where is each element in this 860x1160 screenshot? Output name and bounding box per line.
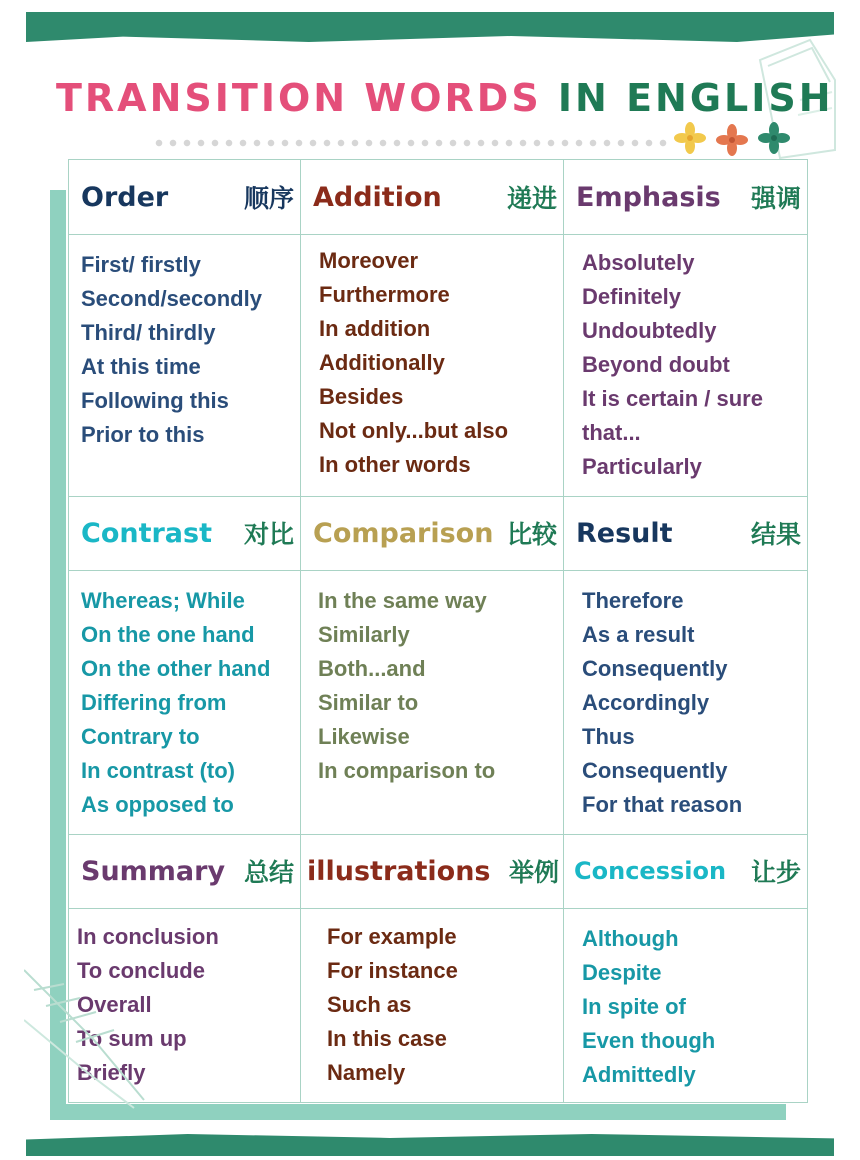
- row-divider: [69, 234, 807, 235]
- list-item: First/ firstly: [81, 252, 201, 277]
- list-item: that...: [582, 420, 641, 445]
- category-name-zh: 总结: [243, 858, 294, 887]
- list-item: Particularly: [582, 454, 702, 479]
- list-item: As opposed to: [81, 792, 234, 817]
- category-header-result: [564, 496, 807, 570]
- list-item: Despite: [582, 960, 662, 985]
- category-list-order: [81, 248, 262, 452]
- list-item: Thus: [582, 724, 635, 749]
- category-header-summary: [69, 834, 300, 908]
- list-item: Overall: [77, 992, 152, 1017]
- list-item: Undoubtedly: [582, 318, 717, 343]
- list-item: Third/ thirdly: [81, 320, 216, 345]
- category-list-emphasis: [582, 246, 763, 484]
- list-item: Definitely: [582, 284, 682, 309]
- list-item: In this case: [327, 1026, 447, 1051]
- list-item: It is certain / sure: [582, 386, 763, 411]
- list-item: Consequently: [582, 656, 728, 681]
- category-name: Order: [81, 181, 169, 213]
- transition-words-table: [68, 159, 808, 1103]
- list-item: Prior to this: [81, 422, 205, 447]
- page-title: [56, 68, 836, 128]
- list-item: In the same way: [318, 588, 487, 613]
- list-item: Such as: [327, 992, 412, 1017]
- list-item: Therefore: [582, 588, 684, 613]
- category-header-addition: [301, 160, 563, 234]
- list-item: Consequently: [582, 758, 728, 783]
- category-name-zh: 对比: [243, 520, 294, 549]
- category-name: Contrast: [81, 517, 213, 549]
- list-item: In contrast (to): [81, 758, 235, 783]
- column-divider: [300, 160, 301, 1102]
- category-header-illustrations: [301, 834, 563, 908]
- list-item: To conclude: [77, 958, 205, 983]
- list-item: Both...and: [318, 656, 426, 681]
- category-list-result: [582, 584, 742, 822]
- category-list-concession: [582, 922, 715, 1092]
- category-name: Emphasis: [576, 181, 721, 213]
- list-item: As a result: [582, 622, 695, 647]
- list-item: On the one hand: [81, 622, 255, 647]
- list-item: For instance: [327, 958, 458, 983]
- list-item: Second/secondly: [81, 286, 262, 311]
- category-list-illustrations: [327, 920, 458, 1090]
- flowers-icon: [672, 120, 802, 160]
- list-item: Accordingly: [582, 690, 710, 715]
- category-name: Concession: [574, 857, 727, 885]
- list-item: In addition: [319, 316, 431, 341]
- title-part-green: IN ENGLISH: [557, 76, 834, 120]
- bottom-accent-bar: [50, 1104, 786, 1120]
- category-header-contrast: [69, 496, 300, 570]
- dotted-divider: [152, 138, 672, 148]
- category-header-comparison: [301, 496, 563, 570]
- category-name-zh: 举例: [508, 858, 559, 887]
- category-header-concession: [564, 834, 807, 908]
- title-part-pink: TRANSITION WORDS: [56, 76, 542, 120]
- list-item: Absolutely: [582, 250, 695, 275]
- list-item: Similarly: [318, 622, 410, 647]
- list-item: On the other hand: [81, 656, 271, 681]
- list-item: For that reason: [582, 792, 743, 817]
- list-item: Whereas; While: [81, 588, 245, 613]
- column-divider: [563, 160, 564, 1102]
- list-item: In other words: [319, 452, 471, 477]
- list-item: Even though: [582, 1028, 716, 1053]
- category-header-order: [69, 160, 300, 234]
- row-divider: [69, 908, 807, 909]
- list-item: To sum up: [77, 1026, 187, 1051]
- list-item: In spite of: [582, 994, 686, 1019]
- list-item: Besides: [319, 384, 404, 409]
- category-name: Comparison: [313, 517, 494, 549]
- list-item: Briefly: [77, 1060, 146, 1085]
- category-name: Addition: [313, 181, 442, 213]
- list-item: At this time: [81, 354, 201, 379]
- list-item: Following this: [81, 388, 229, 413]
- list-item: Additionally: [319, 350, 445, 375]
- list-item: Furthermore: [319, 282, 450, 307]
- list-item: Although: [582, 926, 679, 951]
- leaves-icon: [24, 950, 154, 1110]
- list-item: Similar to: [318, 690, 419, 715]
- category-name: Result: [576, 517, 673, 549]
- list-item: In conclusion: [77, 924, 219, 949]
- category-header-emphasis: [564, 160, 807, 234]
- list-item: In comparison to: [318, 758, 496, 783]
- bottom-decorative-band: [26, 1134, 834, 1156]
- category-list-comparison: [318, 584, 495, 788]
- list-item: Not only...but also: [319, 418, 509, 443]
- category-name-zh: 强调: [750, 184, 801, 213]
- category-name-zh: 让步: [750, 858, 801, 887]
- list-item: Namely: [327, 1060, 406, 1085]
- list-item: For example: [327, 924, 457, 949]
- list-item: Differing from: [81, 690, 227, 715]
- list-item: Likewise: [318, 724, 410, 749]
- category-name-zh: 比较: [506, 520, 557, 549]
- category-list-contrast: [81, 584, 270, 822]
- category-name: Summary: [81, 855, 226, 887]
- list-item: Moreover: [319, 248, 419, 273]
- list-item: Admittedly: [582, 1062, 696, 1087]
- category-list-addition: [319, 244, 508, 482]
- list-item: Beyond doubt: [582, 352, 730, 377]
- category-name-zh: 顺序: [243, 184, 294, 213]
- list-item: Contrary to: [81, 724, 200, 749]
- top-decorative-band: [26, 12, 834, 42]
- category-name: illustrations: [307, 855, 491, 887]
- category-name-zh: 递进: [506, 184, 557, 213]
- category-name-zh: 结果: [750, 520, 801, 549]
- row-divider: [69, 570, 807, 571]
